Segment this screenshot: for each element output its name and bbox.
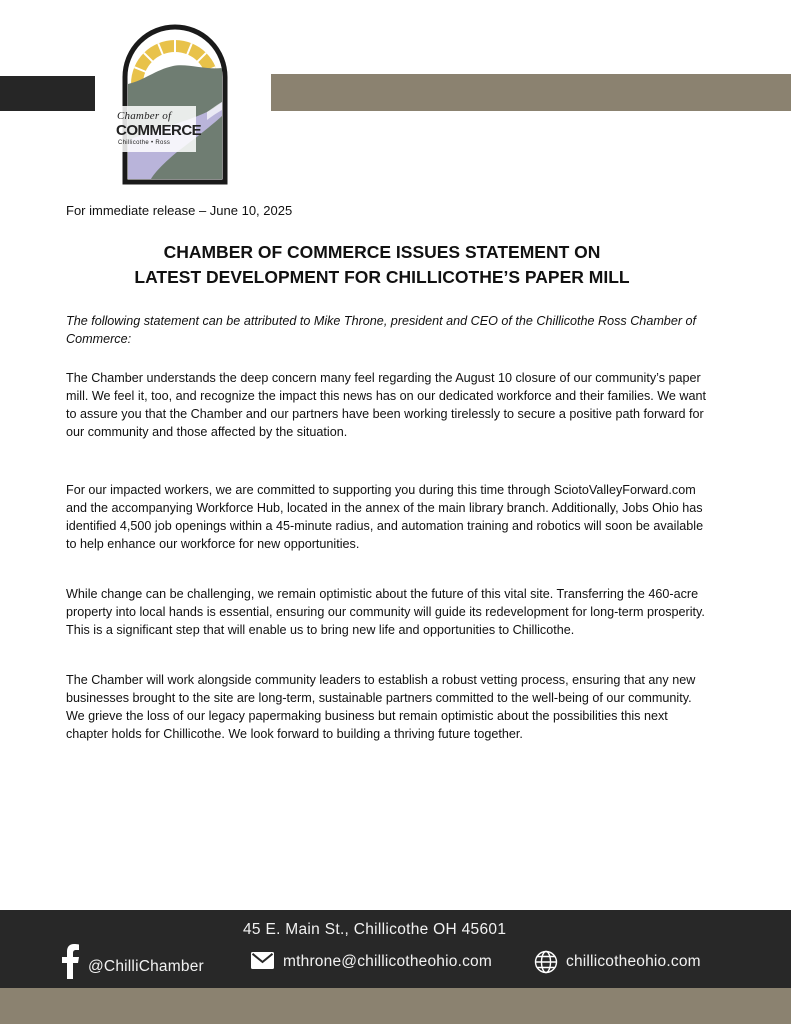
paragraph-4: The Chamber will work alongside community leaders to establish a robust vetting process, ensuring that any new businesses brought to the site are long-term, sustainable partners committed to the well-being of our community. We grieve the loss of our legacy papermaking business but remain optimistic about the possibilities this next chapter holds for Chillicothe. We look forward to building a thriving future together.: [66, 673, 696, 741]
footer-email[interactable]: mthrone@chillicotheohio.com: [283, 953, 492, 970]
paragraph-3: While change can be challenging, we remain optimistic about the future of this vital site. Transferring the 460-acre property into local hands is essential, ensuring our community will guide its redevelopment for long-term prosperity. This is a significant step that will enable us to bring new life and opportunities to Chillicothe.: [66, 587, 705, 637]
mail-icon[interactable]: [251, 952, 274, 969]
footer-website[interactable]: chillicotheohio.com: [566, 953, 701, 970]
footer-taupe-bar: [0, 988, 791, 1024]
contact-footer: [0, 910, 791, 988]
headline-line-1: CHAMBER OF COMMERCE ISSUES STATEMENT ON: [163, 242, 601, 262]
globe-icon[interactable]: [534, 950, 558, 974]
footer-address: 45 E. Main St., Chillicothe OH 45601: [243, 921, 507, 938]
headline-line-2: LATEST DEVELOPMENT FOR CHILLICOTHE’S PAPER MILL: [134, 267, 630, 287]
logo-text-chamber-of: Chamber of: [117, 110, 172, 122]
chamber-logo: [115, 22, 235, 188]
header-taupe-bar: [271, 74, 791, 111]
paragraph-1: The Chamber understands the deep concern many feel regarding the August 10 closure of our community’s paper mill. We feel it, too, and recognize the impact this news has on our dedicated workforce and their families. We want to assure you that the Chamber and our partners have been working tirelessly to secure a positive path forward for our community and those affected by the situation.: [66, 371, 707, 439]
attribution-statement: The following statement can be attributed to Mike Throne, president and CEO of the Chillicothe Ross Chamber of Commerce:: [66, 314, 697, 346]
logo-text-commerce: COMMERCE: [116, 122, 202, 139]
header-dark-bar: [0, 76, 95, 111]
paragraph-2: For our impacted workers, we are committed to supporting you during this time through SciotoValleyForward.com and the accompanying Workforce Hub, located in the annex of the main library branch. Additionally, Jobs Ohio has identified 4,500 job openings within a 45-minute radius, and automation training and robotics will soon be available to help enhance our workforce for new opportunities.: [66, 483, 704, 551]
facebook-icon[interactable]: [60, 943, 80, 979]
logo-text-location: Chillicothe • Ross: [118, 140, 171, 146]
facebook-handle[interactable]: @ChilliChamber: [88, 958, 204, 975]
release-date-line: For immediate release – June 10, 2025: [66, 203, 293, 218]
